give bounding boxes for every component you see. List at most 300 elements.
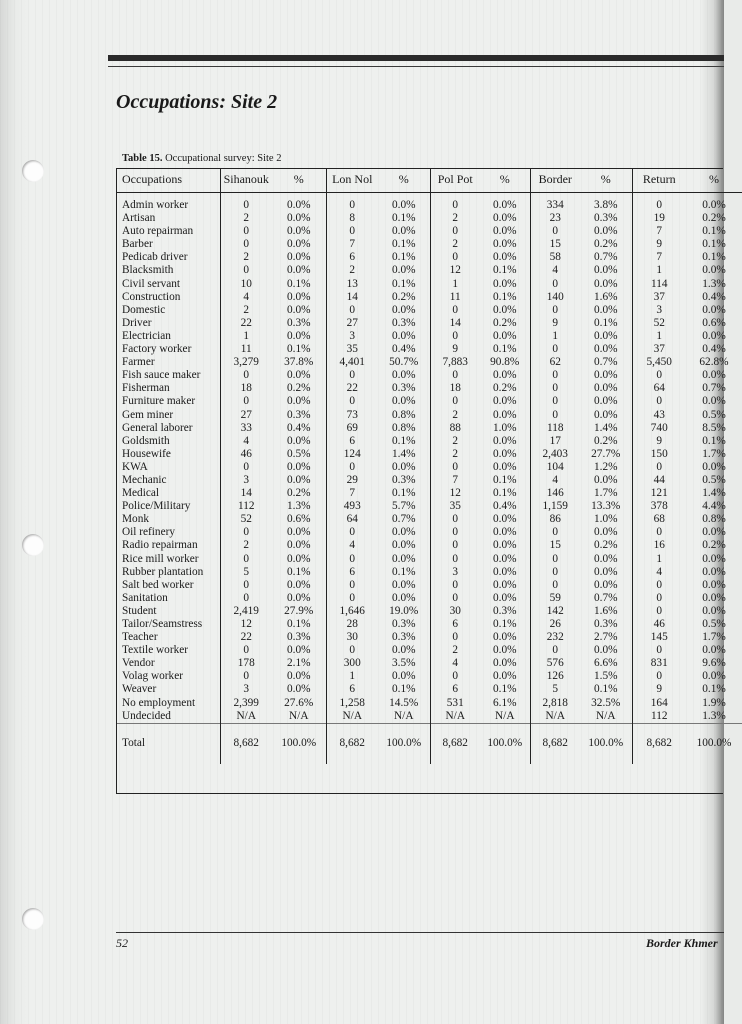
occupation-label: Police/Military — [122, 500, 191, 513]
table-row — [116, 278, 742, 291]
count-cell: 740 — [632, 422, 686, 435]
percent-cell: 0.1% — [492, 487, 517, 500]
occupation-label: Gem miner — [122, 408, 174, 421]
count-cell: 4 — [632, 566, 686, 579]
percent-cell: 0.1% — [391, 565, 416, 578]
count-cell: 0 — [530, 369, 580, 382]
percent-cell: 0.1% — [492, 473, 517, 486]
table-row — [116, 657, 742, 670]
percent-cell: 0.0% — [492, 199, 517, 211]
percent-cell: 8.5% — [702, 421, 726, 434]
count-cell: 1 — [326, 670, 378, 683]
percent-cell: 0.0% — [286, 303, 311, 316]
count-cell: 7,883 — [430, 356, 480, 369]
percent-cell: 1.6% — [593, 604, 618, 617]
percent-cell: 90.8% — [490, 356, 520, 369]
percent-cell: 0.5% — [702, 473, 726, 486]
count-cell: 2,419 — [220, 605, 272, 618]
count-cell: 1 — [530, 330, 580, 343]
table-row — [116, 343, 742, 356]
percent-cell: 0.0% — [391, 670, 416, 683]
percent-cell: 0.0% — [593, 578, 618, 591]
count-cell: 3 — [220, 683, 272, 696]
table-row — [116, 605, 742, 618]
table-row — [116, 644, 742, 657]
occupation-label: Admin worker — [122, 199, 189, 211]
count-cell: 86 — [530, 513, 580, 526]
count-cell: 3 — [326, 330, 378, 343]
percent-cell: 0.0% — [492, 657, 517, 670]
occupation-label: Fish sauce maker — [122, 369, 201, 382]
count-cell: 52 — [632, 317, 686, 330]
percent-cell: 0.3% — [286, 316, 311, 329]
percent-cell: 0.1% — [391, 487, 416, 500]
count-cell: 0 — [530, 644, 580, 657]
occupation-label: Driver — [122, 316, 152, 329]
count-cell: 104 — [530, 461, 580, 474]
percent-cell: 0.0% — [593, 225, 618, 238]
percent-cell: 50.7% — [389, 356, 419, 369]
percent-cell: 0.0% — [391, 526, 416, 539]
count-cell: 7 — [632, 251, 686, 264]
percent-cell: 0.7% — [391, 513, 416, 526]
count-cell: 5 — [530, 683, 580, 696]
count-cell: 124 — [326, 448, 378, 461]
table-row — [116, 304, 742, 317]
percent-cell: 0.7% — [593, 251, 618, 264]
percent-cell: 0.2% — [492, 316, 517, 329]
count-cell: 0 — [326, 225, 378, 238]
percent-cell: 0.0% — [391, 644, 416, 657]
percent-cell: 0.0% — [391, 539, 416, 552]
count-cell: 2 — [430, 212, 480, 225]
count-cell: 17 — [530, 435, 580, 448]
table-row — [116, 670, 742, 683]
occupation-label: Housewife — [122, 447, 171, 460]
count-cell: 0 — [326, 644, 378, 657]
table-row — [116, 199, 742, 212]
count-cell: 8,682 — [220, 723, 272, 764]
percent-cell: 3.5% — [391, 657, 416, 670]
count-cell: 9 — [632, 683, 686, 696]
count-cell: 0 — [430, 539, 480, 552]
count-cell: 0 — [326, 526, 378, 539]
count-cell: 59 — [530, 592, 580, 605]
count-cell: 6 — [430, 618, 480, 631]
count-cell: 13 — [326, 278, 378, 291]
percent-cell: 0.6% — [286, 513, 311, 526]
percent-cell: 0.0% — [391, 460, 416, 473]
percent-cell: 0.1% — [492, 264, 517, 277]
occupation-label: Total — [116, 723, 220, 764]
count-cell: 2,399 — [220, 697, 272, 710]
percent-cell: 0.2% — [391, 290, 416, 303]
table-header-row — [116, 168, 742, 193]
table-row — [116, 487, 742, 500]
column-header: Sihanouk — [220, 168, 272, 193]
occupation-label: Student — [122, 604, 157, 617]
count-cell: 6 — [326, 435, 378, 448]
percent-cell: 0.8% — [391, 408, 416, 421]
table-row — [116, 553, 742, 566]
percent-cell: 0.0% — [492, 329, 517, 342]
count-cell: 1 — [430, 278, 480, 291]
percent-cell: 0.0% — [391, 303, 416, 316]
table-row — [116, 317, 742, 330]
percent-cell: 100.0% — [686, 723, 742, 764]
count-cell: 4 — [326, 539, 378, 552]
percent-cell: 0.0% — [286, 395, 311, 408]
count-cell: 26 — [530, 618, 580, 631]
count-cell: 12 — [430, 264, 480, 277]
percent-cell: 0.0% — [286, 264, 311, 277]
percent-cell: 0.1% — [492, 683, 517, 696]
count-cell: 18 — [220, 382, 272, 395]
count-cell: 18 — [430, 382, 480, 395]
percent-cell: 1.7% — [702, 631, 726, 644]
percent-cell: 0.0% — [286, 552, 311, 565]
count-cell: 0 — [632, 670, 686, 683]
percent-cell: 0.0% — [286, 683, 311, 696]
punch-hole — [22, 534, 44, 556]
percent-cell: 0.0% — [492, 447, 517, 460]
count-cell: 0 — [220, 264, 272, 277]
percent-cell: 1.3% — [702, 709, 726, 722]
running-title: Border Khmer — [646, 936, 718, 950]
percent-cell: 1.0% — [593, 513, 618, 526]
table-row — [116, 539, 742, 552]
percent-cell: 0.0% — [391, 264, 416, 277]
count-cell: 0 — [632, 199, 686, 212]
percent-cell: 0.0% — [391, 369, 416, 382]
percent-cell: 0.0% — [702, 369, 726, 382]
table-row — [116, 526, 742, 539]
count-cell: 142 — [530, 605, 580, 618]
count-cell: 35 — [430, 500, 480, 513]
table-row — [116, 566, 742, 579]
percent-cell: 0.0% — [492, 578, 517, 591]
percent-cell: 1.2% — [593, 460, 618, 473]
count-cell: 14 — [326, 291, 378, 304]
occupation-label: Domestic — [122, 303, 166, 316]
count-cell: 112 — [220, 500, 272, 513]
count-cell: 8,682 — [530, 723, 580, 764]
percent-cell: 2.1% — [286, 657, 311, 670]
occupation-label: Blacksmith — [122, 264, 174, 277]
occupation-label: Factory worker — [122, 343, 192, 356]
section-title: Occupations: Site 2 — [116, 91, 278, 113]
count-cell: 378 — [632, 500, 686, 513]
count-cell: 6 — [430, 683, 480, 696]
count-cell: 112 — [632, 710, 686, 724]
percent-cell: 0.1% — [593, 316, 618, 329]
percent-cell: 0.1% — [286, 565, 311, 578]
percent-cell: 0.0% — [391, 395, 416, 408]
percent-cell: 1.4% — [702, 487, 726, 500]
percent-cell: 0.7% — [593, 591, 618, 604]
count-cell: 0 — [220, 592, 272, 605]
occupation-label: Teacher — [122, 631, 158, 644]
count-cell: 178 — [220, 657, 272, 670]
count-cell: 0 — [220, 199, 272, 212]
percent-cell: 0.3% — [286, 408, 311, 421]
count-cell: 0 — [632, 395, 686, 408]
column-header-occupations: Occupations — [116, 168, 220, 193]
percent-cell: 0.0% — [702, 591, 726, 604]
occupation-label: Auto repairman — [122, 225, 194, 238]
percent-cell: 0.0% — [702, 329, 726, 342]
count-cell: 0 — [430, 592, 480, 605]
count-cell: 145 — [632, 631, 686, 644]
table-row — [116, 631, 742, 644]
percent-cell: 0.5% — [702, 408, 726, 421]
count-cell: 37 — [632, 343, 686, 356]
table-row — [116, 683, 742, 696]
table-row — [116, 435, 742, 448]
table-row — [116, 356, 742, 369]
occupation-label: Pedicab driver — [122, 251, 188, 264]
percent-cell: 0.0% — [286, 329, 311, 342]
percent-cell: 0.0% — [286, 238, 311, 251]
percent-cell: 1.4% — [391, 447, 416, 460]
occupation-label: Barber — [122, 238, 153, 251]
table-row — [116, 513, 742, 526]
count-cell: 493 — [326, 500, 378, 513]
count-cell: 35 — [326, 343, 378, 356]
count-cell: 1,646 — [326, 605, 378, 618]
count-cell: 19 — [632, 212, 686, 225]
percent-cell: 0.0% — [492, 552, 517, 565]
count-cell: 0 — [530, 526, 580, 539]
percent-cell: 0.0% — [702, 460, 726, 473]
count-cell: 6 — [326, 566, 378, 579]
occupation-label: Weaver — [122, 683, 157, 696]
percent-cell: 0.0% — [593, 343, 618, 356]
percent-cell: 0.0% — [286, 225, 311, 238]
percent-cell: N/A — [495, 709, 515, 722]
percent-cell: 0.0% — [593, 382, 618, 395]
count-cell: 164 — [632, 697, 686, 710]
count-cell: 12 — [430, 487, 480, 500]
count-cell: 0 — [430, 553, 480, 566]
percent-cell: 1.3% — [286, 500, 311, 513]
percent-cell: 0.0% — [593, 303, 618, 316]
count-cell: 0 — [220, 369, 272, 382]
count-cell: 8,682 — [632, 723, 686, 764]
occupation-table-container — [116, 168, 732, 794]
count-cell: 0 — [430, 251, 480, 264]
table-row — [116, 618, 742, 631]
percent-cell: 0.0% — [593, 395, 618, 408]
count-cell: 3 — [430, 566, 480, 579]
count-cell: 2 — [220, 304, 272, 317]
table-caption-label: Table 15. — [122, 153, 163, 164]
occupation-label: Medical — [122, 487, 160, 500]
count-cell: 0 — [430, 199, 480, 212]
count-cell: 1 — [220, 330, 272, 343]
count-cell: 22 — [220, 317, 272, 330]
count-cell: 0 — [632, 369, 686, 382]
count-cell: 37 — [632, 291, 686, 304]
count-cell: 15 — [530, 238, 580, 251]
count-cell: 73 — [326, 409, 378, 422]
percent-cell: 0.0% — [286, 473, 311, 486]
percent-cell: 0.4% — [492, 500, 517, 513]
count-cell: 4 — [220, 291, 272, 304]
percent-cell: 0.0% — [492, 212, 517, 225]
percent-cell: 0.6% — [702, 316, 726, 329]
count-cell: 11 — [220, 343, 272, 356]
table-row — [116, 212, 742, 225]
count-cell: 69 — [326, 422, 378, 435]
percent-cell: 37.8% — [284, 356, 314, 369]
table-caption-text: Occupational survey: Site 2 — [165, 153, 282, 164]
occupation-label: Undecided — [122, 709, 171, 722]
table-caption — [122, 153, 281, 164]
percent-cell: 6.6% — [593, 657, 618, 670]
percent-cell: 0.0% — [593, 644, 618, 657]
count-cell: 0 — [530, 579, 580, 592]
table-row — [116, 395, 742, 408]
percent-cell: 0.1% — [391, 212, 416, 225]
count-cell: 2 — [430, 448, 480, 461]
table-row — [116, 264, 742, 277]
percent-cell: 0.1% — [492, 343, 517, 356]
occupation-label: Artisan — [122, 212, 156, 225]
count-cell: 30 — [430, 605, 480, 618]
percent-cell: 100.0% — [272, 723, 326, 764]
percent-cell: 0.0% — [492, 408, 517, 421]
count-cell: 531 — [430, 697, 480, 710]
percent-cell: 0.0% — [593, 329, 618, 342]
column-header: Lon Nol — [326, 168, 378, 193]
count-cell: 831 — [632, 657, 686, 670]
percent-cell: 6.1% — [492, 696, 517, 709]
percent-cell: 0.1% — [391, 238, 416, 251]
percent-cell: 0.2% — [286, 382, 311, 395]
percent-cell: N/A — [596, 709, 616, 722]
occupation-label: Tailor/Seamstress — [122, 618, 203, 630]
count-cell: 0 — [632, 644, 686, 657]
column-header: Pol Pot — [430, 168, 480, 193]
count-cell: 576 — [530, 657, 580, 670]
count-cell: 4 — [530, 474, 580, 487]
percent-cell: 0.2% — [286, 487, 311, 500]
count-cell: 16 — [632, 539, 686, 552]
count-cell: 0 — [220, 225, 272, 238]
count-cell: 7 — [326, 487, 378, 500]
count-cell: 0 — [530, 395, 580, 408]
percent-cell: 0.0% — [593, 369, 618, 382]
percent-cell: 0.0% — [702, 565, 726, 578]
percent-cell: 0.0% — [702, 395, 726, 408]
count-cell: 0 — [530, 553, 580, 566]
count-cell: 0 — [326, 461, 378, 474]
page-number: 52 — [116, 936, 128, 950]
count-cell: 0 — [530, 382, 580, 395]
count-cell: 0 — [430, 304, 480, 317]
percent-cell: 0.0% — [492, 303, 517, 316]
percent-cell: 27.6% — [284, 696, 314, 709]
percent-cell: 0.0% — [286, 578, 311, 591]
count-cell: 6 — [326, 251, 378, 264]
percent-cell: 0.0% — [492, 565, 517, 578]
count-cell: 300 — [326, 657, 378, 670]
count-cell: 146 — [530, 487, 580, 500]
percent-cell: 0.0% — [702, 303, 726, 316]
count-cell: 0 — [530, 278, 580, 291]
occupation-label: Construction — [122, 290, 181, 303]
punch-hole — [22, 908, 44, 930]
count-cell: 27 — [220, 409, 272, 422]
percent-cell: 0.0% — [492, 238, 517, 251]
percent-cell: 0.4% — [702, 290, 726, 303]
percent-cell: 0.0% — [702, 264, 726, 277]
occupation-table — [116, 168, 742, 764]
count-cell: 334 — [530, 199, 580, 212]
count-cell: 9 — [430, 343, 480, 356]
percent-cell: 0.0% — [286, 199, 311, 211]
count-cell: 64 — [632, 382, 686, 395]
count-cell: 0 — [430, 461, 480, 474]
table-row — [116, 382, 742, 395]
count-cell: 2 — [430, 238, 480, 251]
percent-cell: 1.3% — [702, 277, 726, 290]
percent-cell: 0.0% — [593, 408, 618, 421]
percent-cell: 0.1% — [492, 618, 517, 630]
count-cell: 0 — [326, 553, 378, 566]
column-header: % — [272, 168, 326, 193]
percent-cell: 4.4% — [702, 500, 726, 513]
count-cell: 1 — [632, 264, 686, 277]
count-cell: 118 — [530, 422, 580, 435]
percent-cell: 0.2% — [702, 539, 726, 552]
occupation-label: Vendor — [122, 657, 155, 670]
count-cell: 2,403 — [530, 448, 580, 461]
count-cell: 11 — [430, 291, 480, 304]
count-cell: 46 — [632, 618, 686, 631]
count-cell: 7 — [326, 238, 378, 251]
count-cell: 52 — [220, 513, 272, 526]
table-row — [116, 461, 742, 474]
percent-cell: 0.1% — [702, 238, 726, 251]
percent-cell: 0.3% — [286, 631, 311, 644]
table-row — [116, 409, 742, 422]
percent-cell: 0.1% — [391, 434, 416, 447]
count-cell: 0 — [326, 395, 378, 408]
percent-cell: 0.0% — [286, 526, 311, 539]
percent-cell: 0.7% — [593, 356, 618, 369]
count-cell: 3,279 — [220, 356, 272, 369]
column-header: % — [580, 168, 632, 193]
count-cell: N/A — [220, 710, 272, 724]
percent-cell: 13.3% — [591, 500, 621, 513]
percent-cell: 0.0% — [702, 604, 726, 617]
count-cell: 0 — [430, 369, 480, 382]
count-cell: 114 — [632, 278, 686, 291]
occupation-label: Monk — [122, 513, 149, 526]
occupation-label: Electrician — [122, 329, 171, 342]
table-row — [116, 238, 742, 251]
count-cell: 140 — [530, 291, 580, 304]
percent-cell: 0.2% — [492, 382, 517, 395]
count-cell: 0 — [326, 579, 378, 592]
percent-cell: 0.0% — [492, 434, 517, 447]
count-cell: 0 — [430, 395, 480, 408]
count-cell: N/A — [430, 710, 480, 724]
percent-cell: 0.0% — [492, 526, 517, 539]
occupation-label: Goldsmith — [122, 434, 170, 447]
